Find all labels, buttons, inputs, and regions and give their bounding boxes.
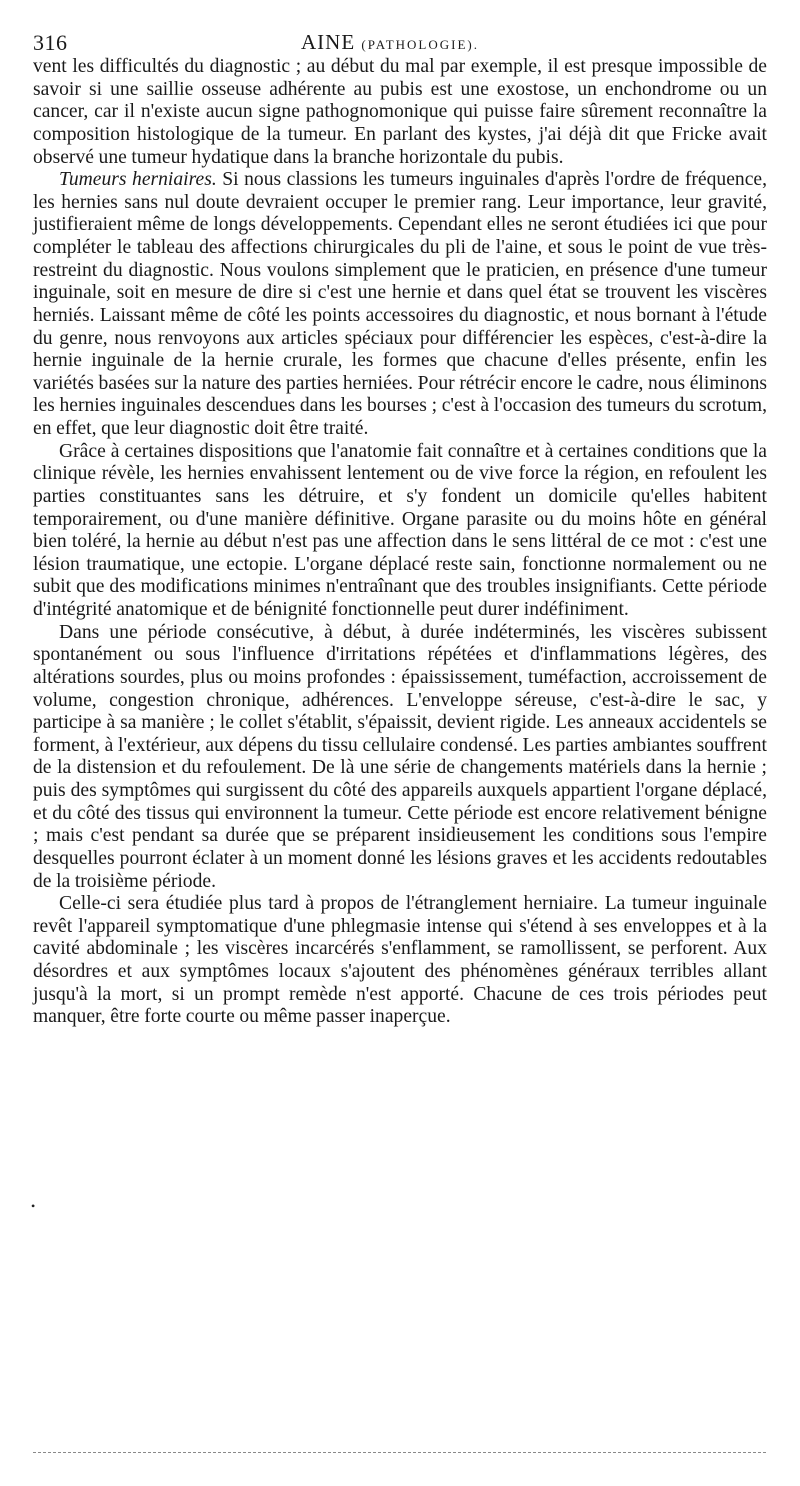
paragraph-text: vent les difficultés du diagnostic ; au début du mal par exemple, il est presque impossible de savoir si une saillie osseuse adhérente au pubis est une exostose, un enchondrome ou un cancer, car il n'existe aucun signe pathognomonique qui puisse faire sûrement reconnaître la composition histologique de la tumeur. En parlant des kystes, j'ai déjà dit que Fricke avait observé une tumeur hydatique dans la branche horizontale du pubis.	[33, 56, 767, 168]
paragraph-text: Grâce à certaines dispositions que l'anatomie fait connaître et à certaines conditions que la clinique révèle, les hernies envahissent lentement ou de vive force la région, en refoulent les parties constituantes sans les détruire, et s'y fondent un domicile qu'elles habitent temporairement, ou d'une manière définitive. Organe parasite ou du moins hôte en général bien toléré, la hernie au début n'est pas une affection dans le sens littéral de ce mot : c'est une lésion traumatique, une ectopie. L'organe déplacé reste sain, fonctionne normalement ou ne subit que des modifications minimes n'entraînant que des troubles insignifiants. Cette période d'intégrité anatomique et de bénignité fonctionnelle peut durer indéfiniment.	[33, 440, 767, 620]
paragraph-periode-consecutive	[33, 622, 767, 894]
running-head	[301, 30, 479, 55]
page-header	[33, 30, 773, 56]
footer-rule	[33, 1452, 766, 1453]
paragraph-continuation	[33, 56, 767, 169]
paragraph-text: Celle-ci sera étudiée plus tard à propos de l'étranglement herniaire. La tumeur inguinale revêt l'appareil symptomatique d'une phlegmasie intense qui s'étend à ses enveloppes et à la cavité abdominale ; les viscères incarcérés s'enflamment, se ramollissent, se perforent. Aux désordres et aux symptômes locaux s'ajoutent des phénomènes généraux terribles allant jusqu'à la mort, si un prompt remède n'est apporté. Chacune de ces trois périodes peut manquer, être forte courte ou même passer inaperçue.	[33, 893, 767, 1028]
margin-mark: •	[31, 1199, 36, 1213]
paragraph-anatomie	[33, 441, 767, 622]
section-lead-title: Tumeurs herniaires.	[59, 169, 217, 191]
page-number: 316	[33, 30, 68, 55]
paragraph-text: Dans une période consécutive, à début, à durée indéterminés, les viscères subissent spontanément ou sous l'influence d'irritations répétées et d'inflammations légères, des altérations sourdes, plus ou moins profondes : épaississement, tuméfaction, accroissement de volume, congestion chronique, adhérences. L'enveloppe séreuse, c'est-à-dire le sac, y participe à sa manière ; le collet s'établit, s'épaissit, devient rigide. Les anneaux accidentels se forment, à l'extérieur, aux dépens du tissu cellulaire condensé. Les parties ambiantes souffrent de la distension et du refoulement. De là une série de changements matériels dans la hernie ; puis des symptômes qui surgissent du côté des appareils auxquels appartient l'organe déplacé, et du côté des tissus qui environnent la tumeur. Cette période est encore relativement bénigne ; mais c'est pendant sa durée que se préparent insidieusement les conditions sous l'empire desquelles pourront éclater à un moment donné les lésions graves et les accidents redoutables de la troisième période.	[33, 621, 767, 892]
running-head-title: AINE	[301, 30, 356, 54]
paragraph-etranglement	[33, 893, 767, 1029]
paragraph-tumeurs-herniaires	[33, 169, 767, 441]
body-text	[33, 56, 767, 1029]
paragraph-text: Si nous classions les tumeurs inguinales d'après l'ordre de fréquence, les hernies sans nul doute devraient occuper le premier rang. Leur importance, leur gravité, justifieraient même de longs développements. Cependant elles ne seront étudiées ici que pour compléter le tableau des affections chirurgicales du pli de l'aine, et sous le point de vue très-restreint du diagnostic. Nous voulons simplement que le praticien, en présence d'une tumeur inguinale, soit en mesure de dire si c'est une hernie et dans quel état se trouvent les viscères herniés. Laissant même de côté les points accessoires du diagnostic, et nous bornant à l'étude du genre, nous renvoyons aux articles spéciaux pour différencier les espèces, c'est-à-dire la hernie inguinale de la hernie crurale, les formes que chacune d'elles présente, enfin les variétés basées sur la nature des parties herniées. Pour rétrécir encore le cadre, nous éliminons les hernies inguinales descendues dans les bourses ; c'est à l'occasion des tumeurs du scrotum, en effet, que leur diagnostic doit être traité.	[33, 169, 768, 439]
running-head-subtitle: (PATHOLOGIE).	[361, 37, 480, 52]
